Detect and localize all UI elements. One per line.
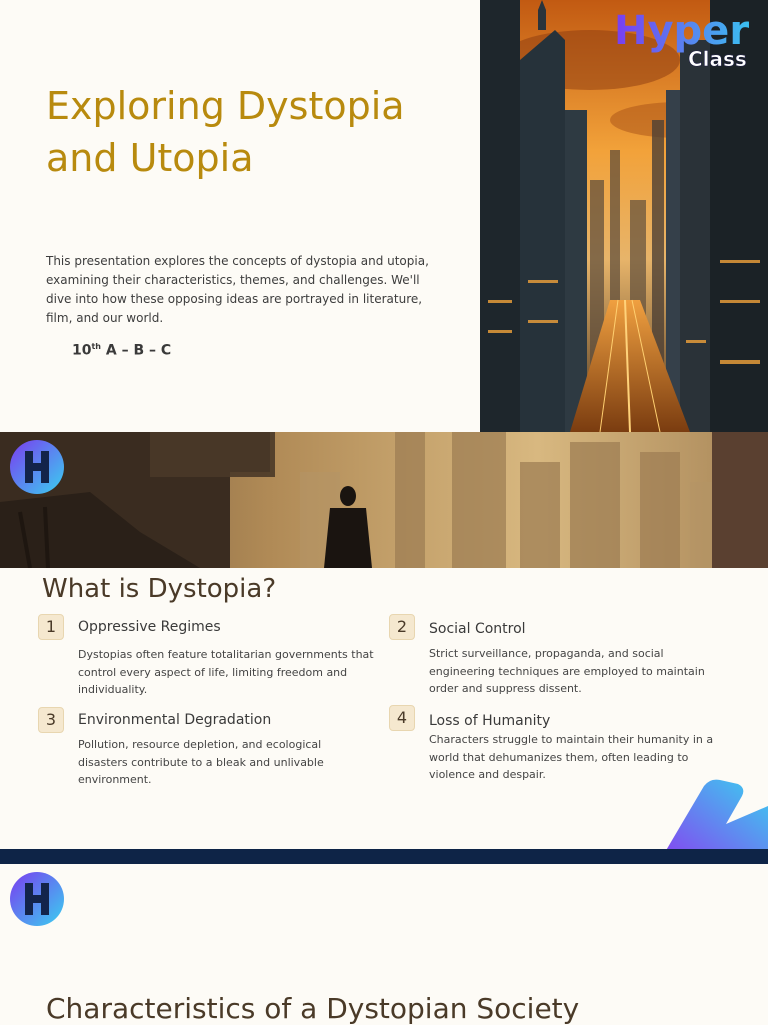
h-logo-graphic — [9, 439, 65, 495]
card-number-badge: 4 — [389, 705, 415, 731]
card-description: Pollution, resource depletion, and ecological disasters contribute to a bleak and unlivable environment. — [78, 738, 324, 786]
dystopia-banner-image — [0, 432, 768, 568]
class-suffix: th — [91, 342, 102, 351]
card-number-badge: 1 — [38, 614, 64, 640]
slide-what-is-dystopia — [0, 432, 768, 864]
logo-hyper-text: Hyper — [614, 8, 750, 54]
card-title: Loss of Humanity — [429, 713, 551, 729]
page-title: Exploring Dystopia and Utopia — [46, 84, 405, 180]
card-title: Environmental Degradation — [78, 712, 272, 728]
class-label — [72, 342, 171, 359]
footer-bar — [0, 849, 768, 864]
h-logo-graphic — [9, 871, 65, 927]
class-sections: A – B – C — [105, 342, 172, 359]
card-number-badge: 3 — [38, 707, 64, 733]
hyperclass-logo-graphic — [612, 4, 762, 70]
slide-characteristics — [0, 864, 768, 1024]
class-number: 10 — [72, 342, 92, 359]
card-description: Characters struggle to maintain their humanity in a world that dehumanizes them, often leading to violence and despair. — [429, 733, 714, 781]
section-title: Characteristics of a Dystopian Society — [46, 992, 580, 1025]
logo-class-text: Class — [688, 47, 747, 70]
card-description: Dystopias often feature totalitarian governments that control every aspect of life, limiting freedom and individuality. — [78, 648, 374, 696]
card-number-badge: 2 — [389, 614, 415, 640]
ruined-city-illustration — [0, 432, 768, 568]
card-title: Social Control — [429, 621, 526, 637]
card-title: Oppressive Regimes — [78, 619, 221, 635]
intro-paragraph: This presentation explores the concepts of dystopia and utopia, examining their characteristics, themes, and challenges. We'll dive into how these opposing ideas are portrayed in literature, film, and our world. — [46, 254, 429, 325]
hyperclass-logo — [612, 4, 762, 70]
section-title: What is Dystopia? — [42, 574, 277, 604]
h-logo-icon — [9, 439, 65, 495]
h-logo-icon — [9, 871, 65, 927]
slide-intro — [0, 0, 768, 432]
card-description: Strict surveillance, propaganda, and social engineering techniques are employed to maintain order and suppress dissent. — [429, 647, 705, 695]
